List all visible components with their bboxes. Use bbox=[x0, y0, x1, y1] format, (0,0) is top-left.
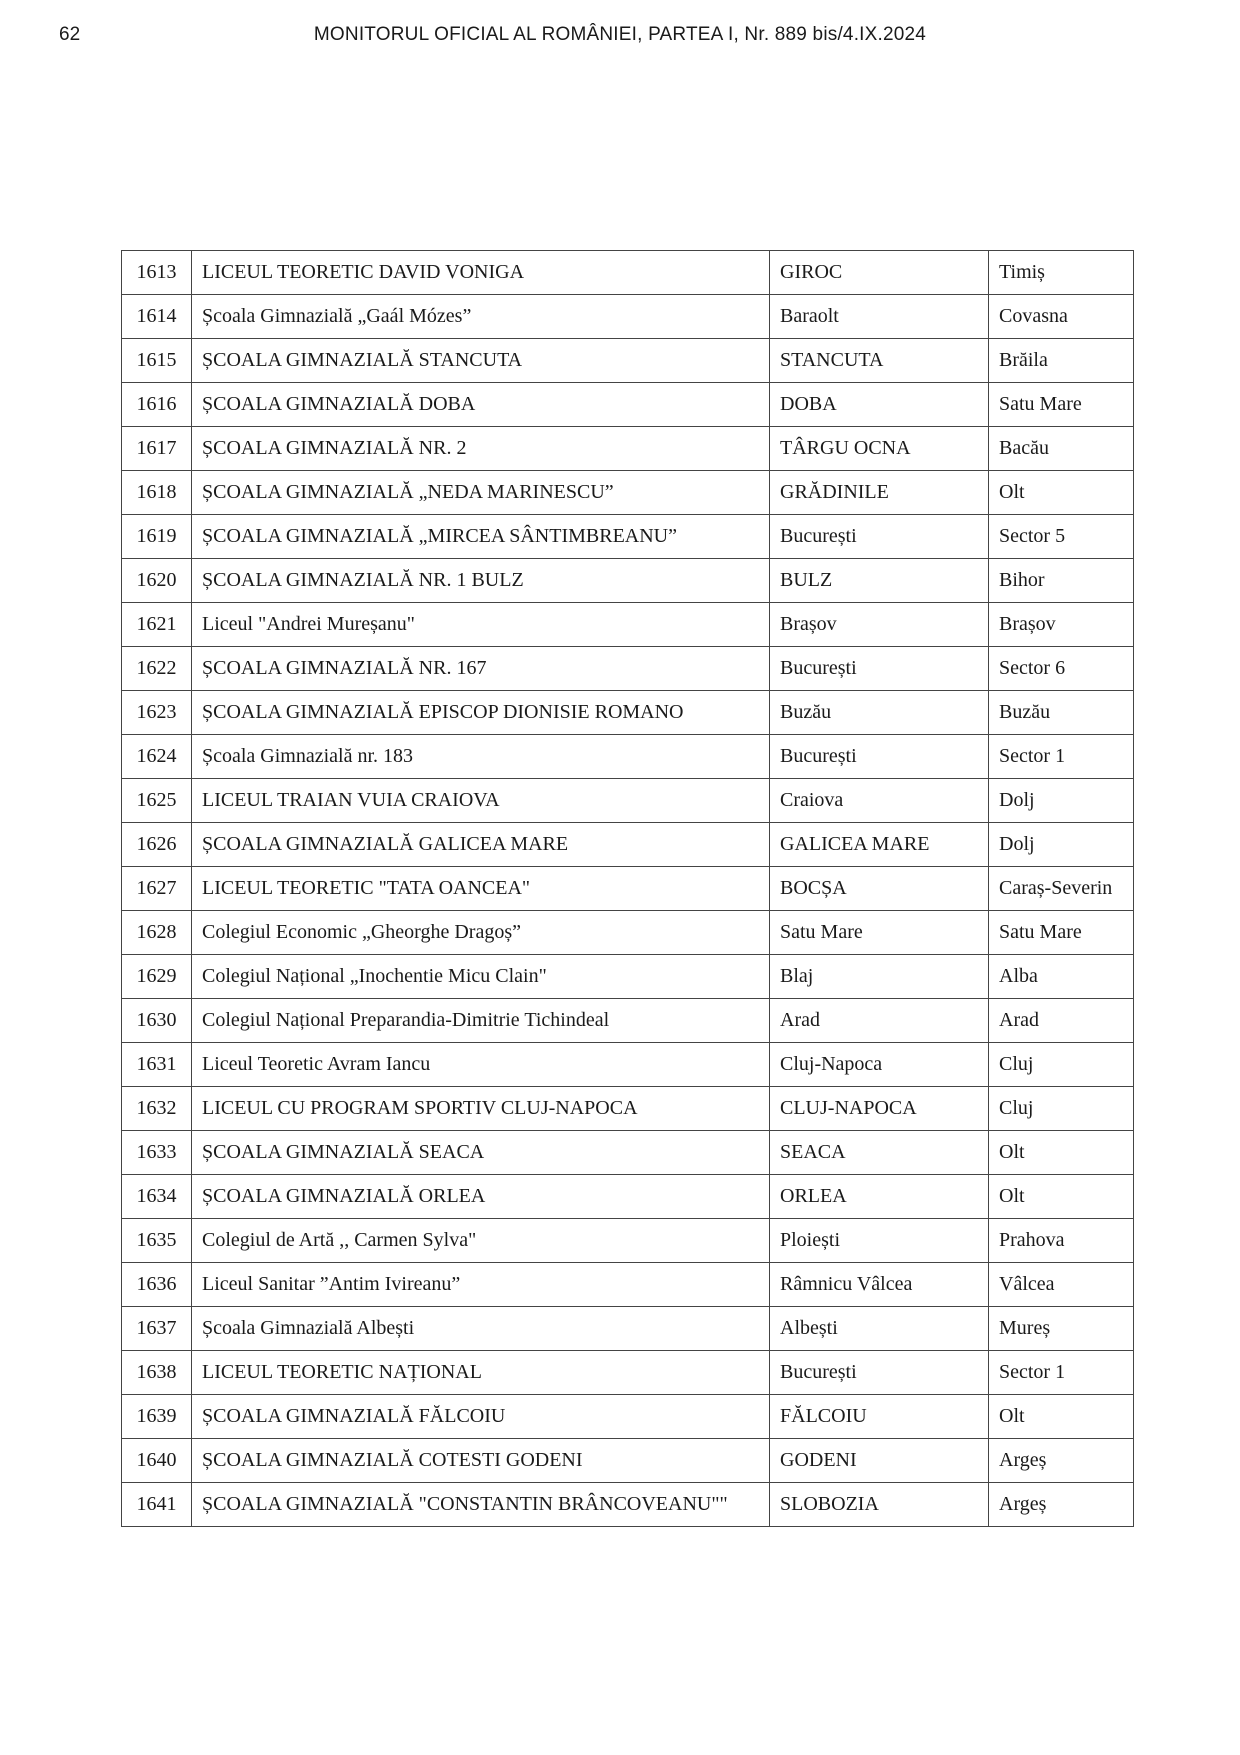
row-number: 1639 bbox=[122, 1395, 192, 1439]
locality: TÂRGU OCNA bbox=[770, 427, 989, 471]
row-number: 1641 bbox=[122, 1483, 192, 1527]
locality: Baraolt bbox=[770, 295, 989, 339]
county: Cluj bbox=[989, 1043, 1134, 1087]
table-row bbox=[122, 339, 1134, 383]
row-number: 1627 bbox=[122, 867, 192, 911]
row-number: 1636 bbox=[122, 1263, 192, 1307]
table-row bbox=[122, 1263, 1134, 1307]
table-row bbox=[122, 779, 1134, 823]
locality: Arad bbox=[770, 999, 989, 1043]
locality: CLUJ-NAPOCA bbox=[770, 1087, 989, 1131]
row-number: 1626 bbox=[122, 823, 192, 867]
row-number: 1615 bbox=[122, 339, 192, 383]
row-number: 1618 bbox=[122, 471, 192, 515]
table-row bbox=[122, 1439, 1134, 1483]
county: Covasna bbox=[989, 295, 1134, 339]
locality: Buzău bbox=[770, 691, 989, 735]
institution-name: ȘCOALA GIMNAZIALĂ NR. 167 bbox=[192, 647, 770, 691]
table-row bbox=[122, 427, 1134, 471]
row-number: 1640 bbox=[122, 1439, 192, 1483]
county: Satu Mare bbox=[989, 383, 1134, 427]
table-row bbox=[122, 515, 1134, 559]
table-row bbox=[122, 1395, 1134, 1439]
row-number: 1614 bbox=[122, 295, 192, 339]
institution-name: Colegiul de Artă ,, Carmen Sylva" bbox=[192, 1219, 770, 1263]
table-row bbox=[122, 1131, 1134, 1175]
institution-name: ȘCOALA GIMNAZIALĂ NR. 1 BULZ bbox=[192, 559, 770, 603]
page-header-title: MONITORUL OFICIAL AL ROMÂNIEI, PARTEA I, Nr. 889 bis/4.IX.2024 bbox=[313, 24, 927, 45]
county: Prahova bbox=[989, 1219, 1134, 1263]
row-number: 1630 bbox=[122, 999, 192, 1043]
locality: Ploiești bbox=[770, 1219, 989, 1263]
row-number: 1616 bbox=[122, 383, 192, 427]
locality: București bbox=[770, 735, 989, 779]
table-row bbox=[122, 823, 1134, 867]
locality: Satu Mare bbox=[770, 911, 989, 955]
locality: Craiova bbox=[770, 779, 989, 823]
locality: București bbox=[770, 515, 989, 559]
row-number: 1619 bbox=[122, 515, 192, 559]
table-row bbox=[122, 1219, 1134, 1263]
institution-name: LICEUL TEORETIC DAVID VONIGA bbox=[192, 251, 770, 295]
county: Argeș bbox=[989, 1483, 1134, 1527]
row-number: 1625 bbox=[122, 779, 192, 823]
row-number: 1620 bbox=[122, 559, 192, 603]
table-row bbox=[122, 1043, 1134, 1087]
institution-name: Liceul Sanitar ”Antim Ivireanu” bbox=[192, 1263, 770, 1307]
institution-name: ȘCOALA GIMNAZIALĂ NR. 2 bbox=[192, 427, 770, 471]
table-row bbox=[122, 691, 1134, 735]
locality: STANCUTA bbox=[770, 339, 989, 383]
institution-name: Colegiul Național Preparandia-Dimitrie Tichindeal bbox=[192, 999, 770, 1043]
county: Mureș bbox=[989, 1307, 1134, 1351]
institution-name: Școala Gimnazială „Gaál Mózes” bbox=[192, 295, 770, 339]
county: Sector 1 bbox=[989, 735, 1134, 779]
county: Olt bbox=[989, 1131, 1134, 1175]
locality: SEACA bbox=[770, 1131, 989, 1175]
table-row bbox=[122, 999, 1134, 1043]
institution-name: ȘCOALA GIMNAZIALĂ EPISCOP DIONISIE ROMANO bbox=[192, 691, 770, 735]
table-row bbox=[122, 603, 1134, 647]
table-row bbox=[122, 911, 1134, 955]
row-number: 1632 bbox=[122, 1087, 192, 1131]
county: Olt bbox=[989, 1395, 1134, 1439]
institution-name: LICEUL TEORETIC NAȚIONAL bbox=[192, 1351, 770, 1395]
county: Sector 5 bbox=[989, 515, 1134, 559]
locality: GRĂDINILE bbox=[770, 471, 989, 515]
page-number: 62 bbox=[59, 24, 81, 45]
row-number: 1638 bbox=[122, 1351, 192, 1395]
locality: Blaj bbox=[770, 955, 989, 999]
locality: București bbox=[770, 1351, 989, 1395]
locality: Râmnicu Vâlcea bbox=[770, 1263, 989, 1307]
institution-name: Școala Gimnazială Albești bbox=[192, 1307, 770, 1351]
locality: București bbox=[770, 647, 989, 691]
county: Dolj bbox=[989, 823, 1134, 867]
institution-name: LICEUL TRAIAN VUIA CRAIOVA bbox=[192, 779, 770, 823]
table-row bbox=[122, 471, 1134, 515]
county: Bacău bbox=[989, 427, 1134, 471]
table-row bbox=[122, 1351, 1134, 1395]
row-number: 1623 bbox=[122, 691, 192, 735]
table-row bbox=[122, 295, 1134, 339]
institution-name: Școala Gimnazială nr. 183 bbox=[192, 735, 770, 779]
table-row bbox=[122, 1307, 1134, 1351]
row-number: 1617 bbox=[122, 427, 192, 471]
county: Olt bbox=[989, 1175, 1134, 1219]
row-number: 1621 bbox=[122, 603, 192, 647]
institution-name: Colegiul Economic „Gheorghe Dragoș” bbox=[192, 911, 770, 955]
institution-name: ȘCOALA GIMNAZIALĂ STANCUTA bbox=[192, 339, 770, 383]
county: Satu Mare bbox=[989, 911, 1134, 955]
row-number: 1613 bbox=[122, 251, 192, 295]
institution-name: Liceul "Andrei Mureșanu" bbox=[192, 603, 770, 647]
county: Sector 6 bbox=[989, 647, 1134, 691]
county: Brașov bbox=[989, 603, 1134, 647]
locality: BOCȘA bbox=[770, 867, 989, 911]
institution-name: ȘCOALA GIMNAZIALĂ COTESTI GODENI bbox=[192, 1439, 770, 1483]
institution-name: Colegiul Național „Inochentie Micu Clain" bbox=[192, 955, 770, 999]
county: Caraș-Severin bbox=[989, 867, 1134, 911]
table-row bbox=[122, 867, 1134, 911]
table-row bbox=[122, 1483, 1134, 1527]
table-row bbox=[122, 647, 1134, 691]
institution-name: ȘCOALA GIMNAZIALĂ GALICEA MARE bbox=[192, 823, 770, 867]
table-row bbox=[122, 735, 1134, 779]
institution-name: ȘCOALA GIMNAZIALĂ „MIRCEA SÂNTIMBREANU” bbox=[192, 515, 770, 559]
institution-name: ȘCOALA GIMNAZIALĂ DOBA bbox=[192, 383, 770, 427]
institution-name: LICEUL CU PROGRAM SPORTIV CLUJ-NAPOCA bbox=[192, 1087, 770, 1131]
institution-name: Liceul Teoretic Avram Iancu bbox=[192, 1043, 770, 1087]
table-row bbox=[122, 1087, 1134, 1131]
locality: Albești bbox=[770, 1307, 989, 1351]
row-number: 1633 bbox=[122, 1131, 192, 1175]
schools-table-body bbox=[122, 251, 1134, 1527]
institution-name: ȘCOALA GIMNAZIALĂ FĂLCOIU bbox=[192, 1395, 770, 1439]
county: Brăila bbox=[989, 339, 1134, 383]
county: Arad bbox=[989, 999, 1134, 1043]
locality: Cluj-Napoca bbox=[770, 1043, 989, 1087]
locality: GALICEA MARE bbox=[770, 823, 989, 867]
row-number: 1629 bbox=[122, 955, 192, 999]
locality: GIROC bbox=[770, 251, 989, 295]
county: Cluj bbox=[989, 1087, 1134, 1131]
row-number: 1624 bbox=[122, 735, 192, 779]
locality: BULZ bbox=[770, 559, 989, 603]
table-row bbox=[122, 1175, 1134, 1219]
county: Buzău bbox=[989, 691, 1134, 735]
table-row bbox=[122, 383, 1134, 427]
institution-name: ȘCOALA GIMNAZIALĂ ORLEA bbox=[192, 1175, 770, 1219]
locality: ORLEA bbox=[770, 1175, 989, 1219]
row-number: 1631 bbox=[122, 1043, 192, 1087]
institution-name: ȘCOALA GIMNAZIALĂ "CONSTANTIN BRÂNCOVEANU"" bbox=[192, 1483, 770, 1527]
row-number: 1634 bbox=[122, 1175, 192, 1219]
county: Bihor bbox=[989, 559, 1134, 603]
county: Timiș bbox=[989, 251, 1134, 295]
row-number: 1637 bbox=[122, 1307, 192, 1351]
schools-table bbox=[121, 250, 1134, 1527]
institution-name: LICEUL TEORETIC "TATA OANCEA" bbox=[192, 867, 770, 911]
locality: Brașov bbox=[770, 603, 989, 647]
locality: FĂLCOIU bbox=[770, 1395, 989, 1439]
county: Dolj bbox=[989, 779, 1134, 823]
institution-name: ȘCOALA GIMNAZIALĂ SEACA bbox=[192, 1131, 770, 1175]
row-number: 1635 bbox=[122, 1219, 192, 1263]
county: Sector 1 bbox=[989, 1351, 1134, 1395]
locality: DOBA bbox=[770, 383, 989, 427]
locality: SLOBOZIA bbox=[770, 1483, 989, 1527]
county: Olt bbox=[989, 471, 1134, 515]
institution-name: ȘCOALA GIMNAZIALĂ „NEDA MARINESCU” bbox=[192, 471, 770, 515]
table-row bbox=[122, 955, 1134, 999]
table-row bbox=[122, 251, 1134, 295]
county: Alba bbox=[989, 955, 1134, 999]
county: Argeș bbox=[989, 1439, 1134, 1483]
locality: GODENI bbox=[770, 1439, 989, 1483]
row-number: 1628 bbox=[122, 911, 192, 955]
row-number: 1622 bbox=[122, 647, 192, 691]
county: Vâlcea bbox=[989, 1263, 1134, 1307]
table-row bbox=[122, 559, 1134, 603]
